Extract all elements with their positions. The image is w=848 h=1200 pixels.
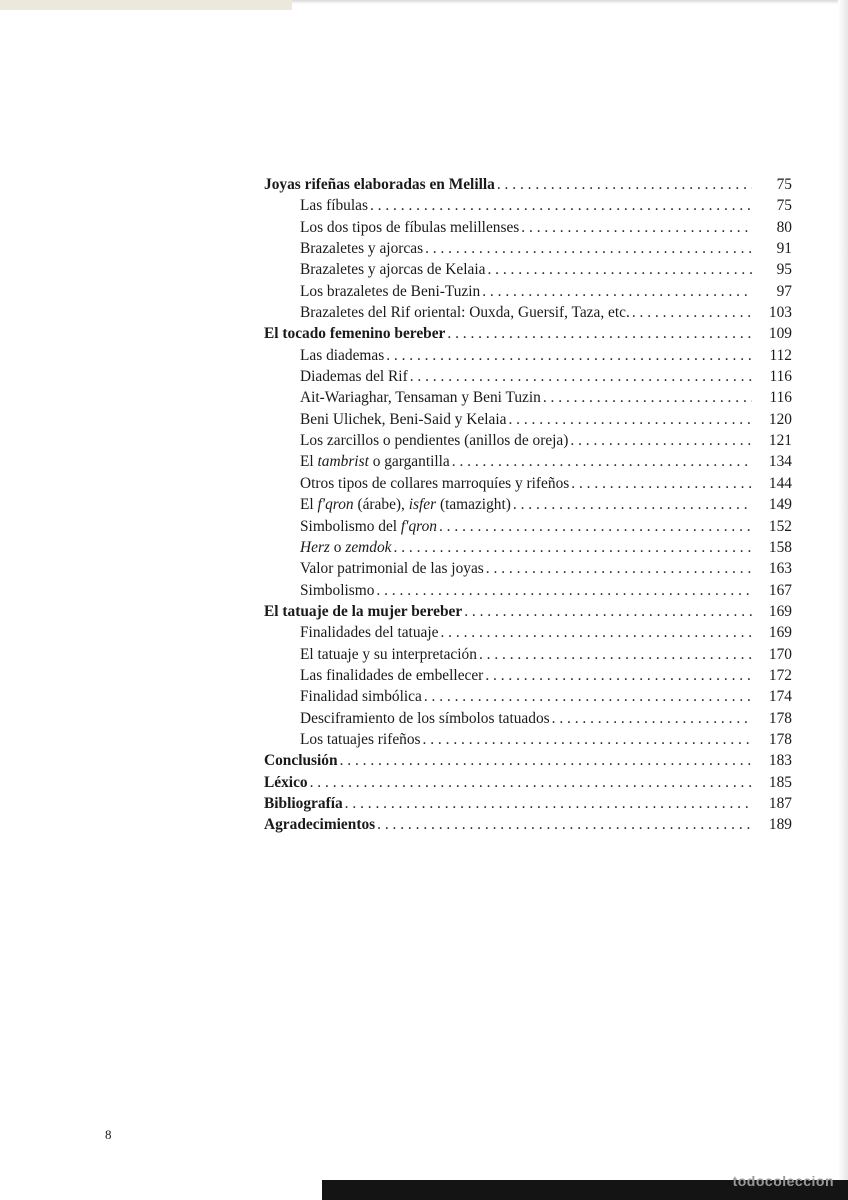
toc-section-row [264, 558, 792, 579]
toc-page-number: 170 [768, 645, 792, 663]
toc-section-row [264, 622, 792, 643]
toc-entry-title: Simbolismo [300, 581, 375, 599]
toc-section-row [264, 473, 792, 494]
toc-entry-title: Agradecimientos [264, 816, 376, 834]
toc-page-number: 169 [768, 624, 792, 642]
dot-leader [632, 302, 752, 323]
toc-page-number: 75 [776, 197, 792, 215]
dot-leader [570, 430, 752, 451]
toc-section-row [264, 345, 792, 366]
toc-page-number: 169 [768, 602, 792, 620]
toc-chapter-row [264, 174, 792, 195]
toc-entry-title: Brazaletes y ajorcas [300, 240, 424, 258]
toc-page-number: 121 [768, 432, 792, 450]
toc-section-row [264, 195, 792, 216]
toc-section-row [264, 302, 792, 323]
toc-entry-title: Simbolismo del f'qron [300, 517, 437, 535]
toc-page-number: 187 [768, 794, 792, 812]
dot-leader [424, 686, 752, 707]
watermark-logo: todocoleccion [732, 1173, 834, 1189]
toc-entry-title: Conclusión [264, 752, 338, 770]
toc-section-row [264, 259, 792, 280]
toc-entry-title: Brazaletes y ajorcas de Kelaia [300, 261, 486, 279]
toc-page-number: 185 [768, 773, 792, 791]
dot-leader [447, 323, 752, 344]
toc-entry-title: Otros tipos de collares marroquíes y rifeños [300, 474, 570, 492]
dot-leader [310, 772, 752, 793]
toc-entry-title: Léxico [264, 773, 308, 791]
dot-leader [440, 622, 752, 643]
dot-leader [482, 281, 752, 302]
right-page-shadow [838, 0, 848, 1200]
dot-leader [485, 665, 752, 686]
toc-entry-title: El tatuaje de la mujer bereber [264, 602, 463, 620]
toc-page-number: 158 [768, 538, 792, 556]
dot-leader [425, 238, 752, 259]
toc-section-row [264, 409, 792, 430]
toc-section-row [264, 494, 792, 515]
toc-section-row [264, 387, 792, 408]
toc-page-number: 75 [776, 176, 792, 193]
toc-entry-title: Las finalidades de embellecer [300, 666, 484, 684]
toc-entry-title: Brazaletes del Rif oriental: Ouxda, Guersif, Taza, etc. [300, 304, 630, 322]
toc-page-number: 95 [776, 261, 792, 279]
toc-page-number: 116 [769, 368, 792, 386]
toc-section-row [264, 451, 792, 472]
toc-entry-title: El f'qron (árabe), isfer (tamazight) [300, 496, 511, 514]
toc-page-number: 152 [768, 517, 792, 535]
toc-page-number: 134 [768, 453, 792, 471]
dot-leader [543, 387, 752, 408]
dot-leader [423, 729, 752, 750]
dot-leader [345, 793, 752, 814]
toc-entry-title: Las fíbulas [300, 197, 368, 215]
toc-chapter-row [264, 750, 792, 771]
toc-section-row [264, 217, 792, 238]
toc-section-row [264, 430, 792, 451]
toc-entry-title: El tatuaje y su interpretación [300, 645, 477, 663]
dot-leader [552, 708, 752, 729]
toc-entry-title: Diademas del Rif [300, 368, 408, 386]
dot-leader [479, 644, 752, 665]
dot-leader [571, 473, 752, 494]
top-shadow [292, 0, 848, 4]
toc-chapter-row [264, 323, 792, 344]
toc-entry-title: Finalidades del tatuaje [300, 624, 439, 642]
toc-page-number: 97 [776, 282, 792, 300]
toc-entry-title: Las diademas [300, 346, 385, 364]
dot-leader [513, 494, 752, 515]
toc-entry-title: El tocado femenino bereber [264, 325, 446, 343]
dot-leader [410, 366, 752, 387]
toc-page-number: 103 [768, 304, 792, 322]
toc-section-row [264, 516, 792, 537]
toc-page-number: 109 [768, 325, 792, 343]
toc-page-number: 112 [769, 346, 792, 364]
toc-entry-title: Valor patrimonial de las joyas [300, 560, 484, 578]
toc-section-row [264, 665, 792, 686]
dot-leader [370, 195, 752, 216]
toc-section-row [264, 729, 792, 750]
toc-section-row [264, 644, 792, 665]
dot-leader [340, 750, 752, 771]
dot-leader [376, 580, 752, 601]
toc-entry-title: Finalidad simbólica [300, 688, 422, 706]
dot-leader [394, 537, 753, 558]
toc-chapter-row [264, 814, 792, 835]
dot-leader [508, 409, 752, 430]
dot-leader [452, 451, 752, 472]
toc-entry-title: Desciframiento de los símbolos tatuados [300, 709, 550, 727]
toc-page-number: 172 [768, 666, 792, 684]
toc-chapter-row [264, 793, 792, 814]
table-of-contents [264, 174, 792, 836]
toc-page-number: 167 [768, 581, 792, 599]
toc-section-row [264, 686, 792, 707]
toc-page-number: 163 [768, 560, 792, 578]
dot-leader [439, 516, 752, 537]
dot-leader [497, 174, 752, 195]
toc-page-number: 189 [768, 816, 792, 834]
toc-entry-title: Joyas rifeñas elaboradas en Melilla [264, 176, 495, 193]
toc-page-number: 149 [768, 496, 792, 514]
page-number: 8 [105, 1127, 112, 1142]
toc-entry-title: Los tatuajes rifeños [300, 730, 421, 748]
toc-entry-title: Los dos tipos de fíbulas melillenses [300, 218, 520, 236]
toc-entry-title: El tambrist o gargantilla [300, 453, 450, 471]
toc-entry-title: Beni Ulichek, Beni-Said y Kelaia [300, 410, 507, 428]
toc-section-row [264, 708, 792, 729]
toc-chapter-row [264, 772, 792, 793]
dot-leader [386, 345, 752, 366]
toc-page-number: 178 [768, 730, 792, 748]
toc-page-number: 80 [776, 218, 792, 236]
toc-entry-title: Ait-Wariaghar, Tensaman y Beni Tuzin [300, 389, 541, 407]
dot-leader [377, 814, 752, 835]
toc-page-number: 174 [768, 688, 792, 706]
toc-entry-title: Bibliografía [264, 794, 343, 812]
toc-section-row [264, 580, 792, 601]
toc-section-row [264, 238, 792, 259]
toc-page-number: 144 [768, 474, 792, 492]
toc-section-row [264, 366, 792, 387]
top-paper-edge [0, 0, 292, 10]
toc-page-number: 178 [768, 709, 792, 727]
toc-section-row [264, 537, 792, 558]
dot-leader [486, 558, 752, 579]
toc-section-row [264, 281, 792, 302]
toc-entry-title: Los brazaletes de Beni-Tuzin [300, 282, 481, 300]
toc-page-number: 91 [776, 240, 792, 258]
toc-page-number: 120 [768, 410, 792, 428]
dot-leader [487, 259, 752, 280]
toc-page-number: 116 [769, 389, 792, 407]
dot-leader [521, 217, 752, 238]
toc-chapter-row [264, 601, 792, 622]
toc-page-number: 183 [768, 752, 792, 770]
toc-entry-title: Herz o zemdok [300, 538, 392, 556]
toc-entry-title: Los zarcillos o pendientes (anillos de oreja) [300, 432, 569, 450]
dot-leader [464, 601, 752, 622]
